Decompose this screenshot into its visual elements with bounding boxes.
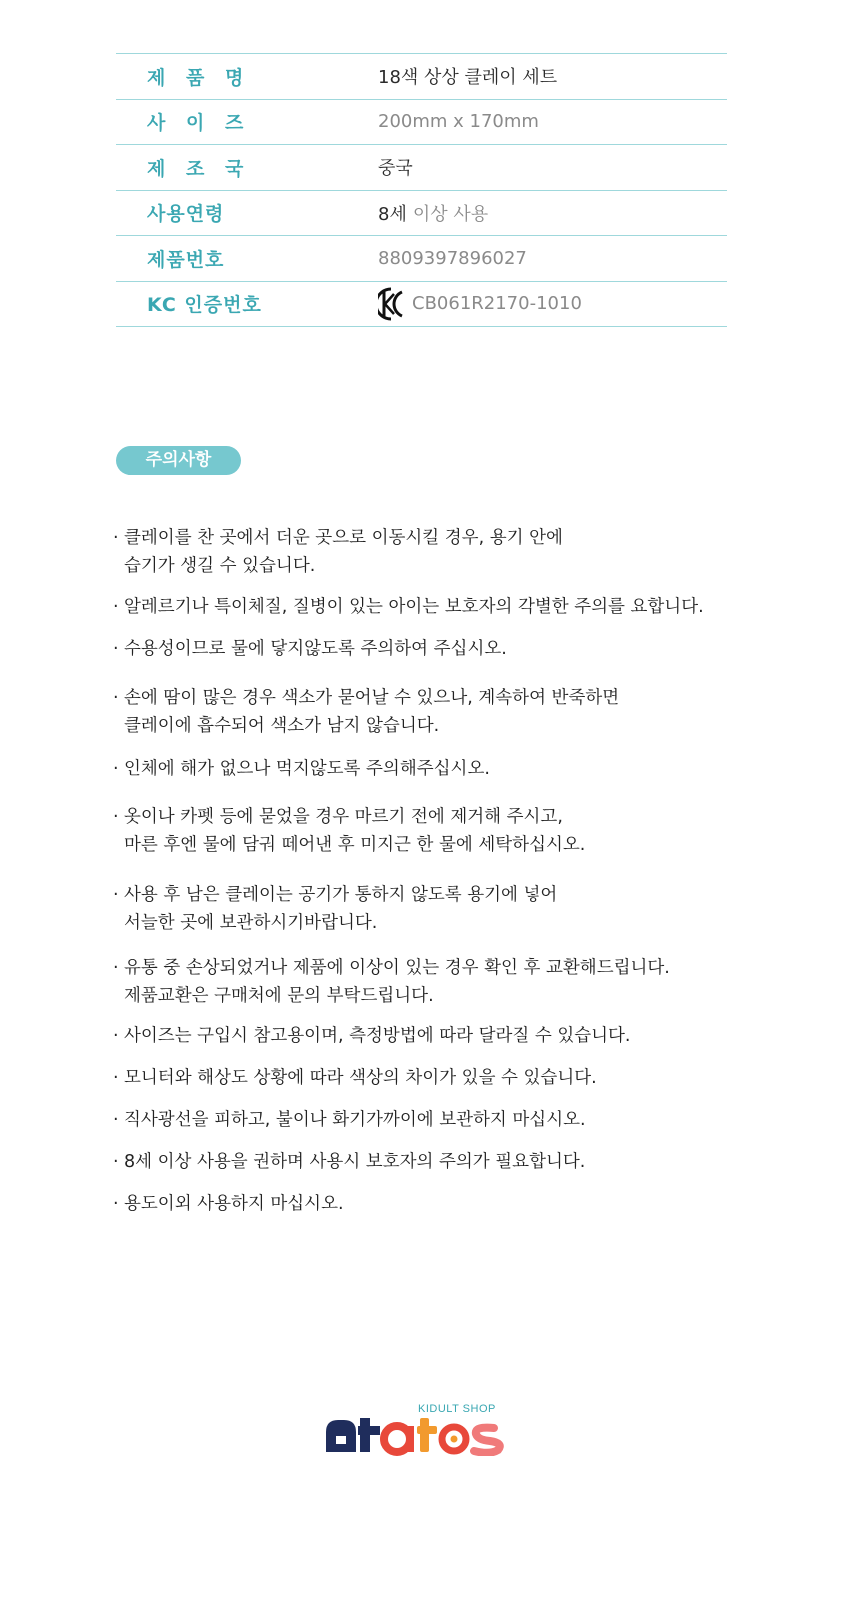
- notice-item: · 수용성이므로 물에 닿지않도록 주의하여 주십시오.: [113, 635, 753, 663]
- spec-value: [378, 286, 582, 322]
- notice-item: · 용도이외 사용하지 마십시오.: [113, 1190, 753, 1218]
- spec-value: 18색 상상 클레이 세트: [378, 67, 558, 89]
- notice-item: · 옷이나 카펫 등에 묻었을 경우 마르기 전에 제거해 주시고, 마른 후엔 물에 담궈 떼어낸 후 미지근 한 물에 세탁하십시오.: [113, 803, 753, 859]
- notice-item: · 클레이를 찬 곳에서 더운 곳으로 이동시킬 경우, 용기 안에 습기가 생길 수 있습니다.: [113, 524, 753, 580]
- notice-item: · 사용 후 남은 클레이는 공기가 통하지 않도록 용기에 넣어 서늘한 곳에 보관하시기바랍니다.: [113, 881, 753, 937]
- spec-value: 중국: [378, 158, 413, 180]
- atatos-logo: [322, 1396, 522, 1456]
- spec-value-age: 8세: [378, 203, 407, 225]
- spec-label: 제품번호: [147, 248, 225, 271]
- spec-value-age-suffix: 이상 사용: [412, 203, 489, 225]
- notice-item: · 인체에 해가 없으나 먹지않도록 주의해주십시오.: [113, 755, 753, 783]
- notice-item: · 유통 중 손상되었거나 제품에 이상이 있는 경우 확인 후 교환해드립니다. 제품교환은 구매처에 문의 부탁드립니다.: [113, 954, 753, 1010]
- notice-title-badge: 주의사항: [116, 446, 241, 475]
- spec-row-kc: [116, 282, 727, 328]
- kc-number: CB061R2170-1010: [412, 293, 582, 315]
- notice-item: · 손에 땀이 많은 경우 색소가 묻어날 수 있으나, 계속하여 반죽하면 클레이에 흡수되어 색소가 남지 않습니다.: [113, 684, 753, 740]
- spec-label: KC 인증번호: [147, 294, 262, 317]
- logo-tagline: KIDULT SHOP: [418, 1403, 496, 1415]
- notice-item: · 사이즈는 구입시 참고용이며, 측정방법에 따라 달라질 수 있습니다.: [113, 1022, 753, 1050]
- spec-row-size: [116, 100, 727, 146]
- notice-item: · 알레르기나 특이체질, 질병이 있는 아이는 보호자의 각별한 주의를 요합니다.: [113, 593, 753, 621]
- spec-row-barcode: [116, 236, 727, 282]
- spec-row-age: [116, 191, 727, 237]
- spec-row-origin: [116, 145, 727, 191]
- notice-item: · 모니터와 해상도 상황에 따라 색상의 차이가 있을 수 있습니다.: [113, 1064, 753, 1092]
- kc-mark-icon: [378, 286, 404, 322]
- spec-value: [378, 200, 488, 226]
- product-spec-table: [116, 53, 727, 327]
- spec-label: 제 품 명: [147, 66, 251, 89]
- notice-item: · 8세 이상 사용을 권하며 사용시 보호자의 주의가 필요합니다.: [113, 1148, 753, 1176]
- spec-label: 사용연령: [147, 203, 225, 226]
- spec-value: 200mm x 170mm: [378, 111, 539, 133]
- spec-label: 사 이 즈: [147, 112, 251, 135]
- spec-value: 8809397896027: [378, 247, 527, 269]
- spec-label: 제 조 국: [147, 157, 251, 180]
- notice-item: · 직사광선을 피하고, 불이나 화기가까이에 보관하지 마십시오.: [113, 1106, 753, 1134]
- spec-row-name: [116, 54, 727, 100]
